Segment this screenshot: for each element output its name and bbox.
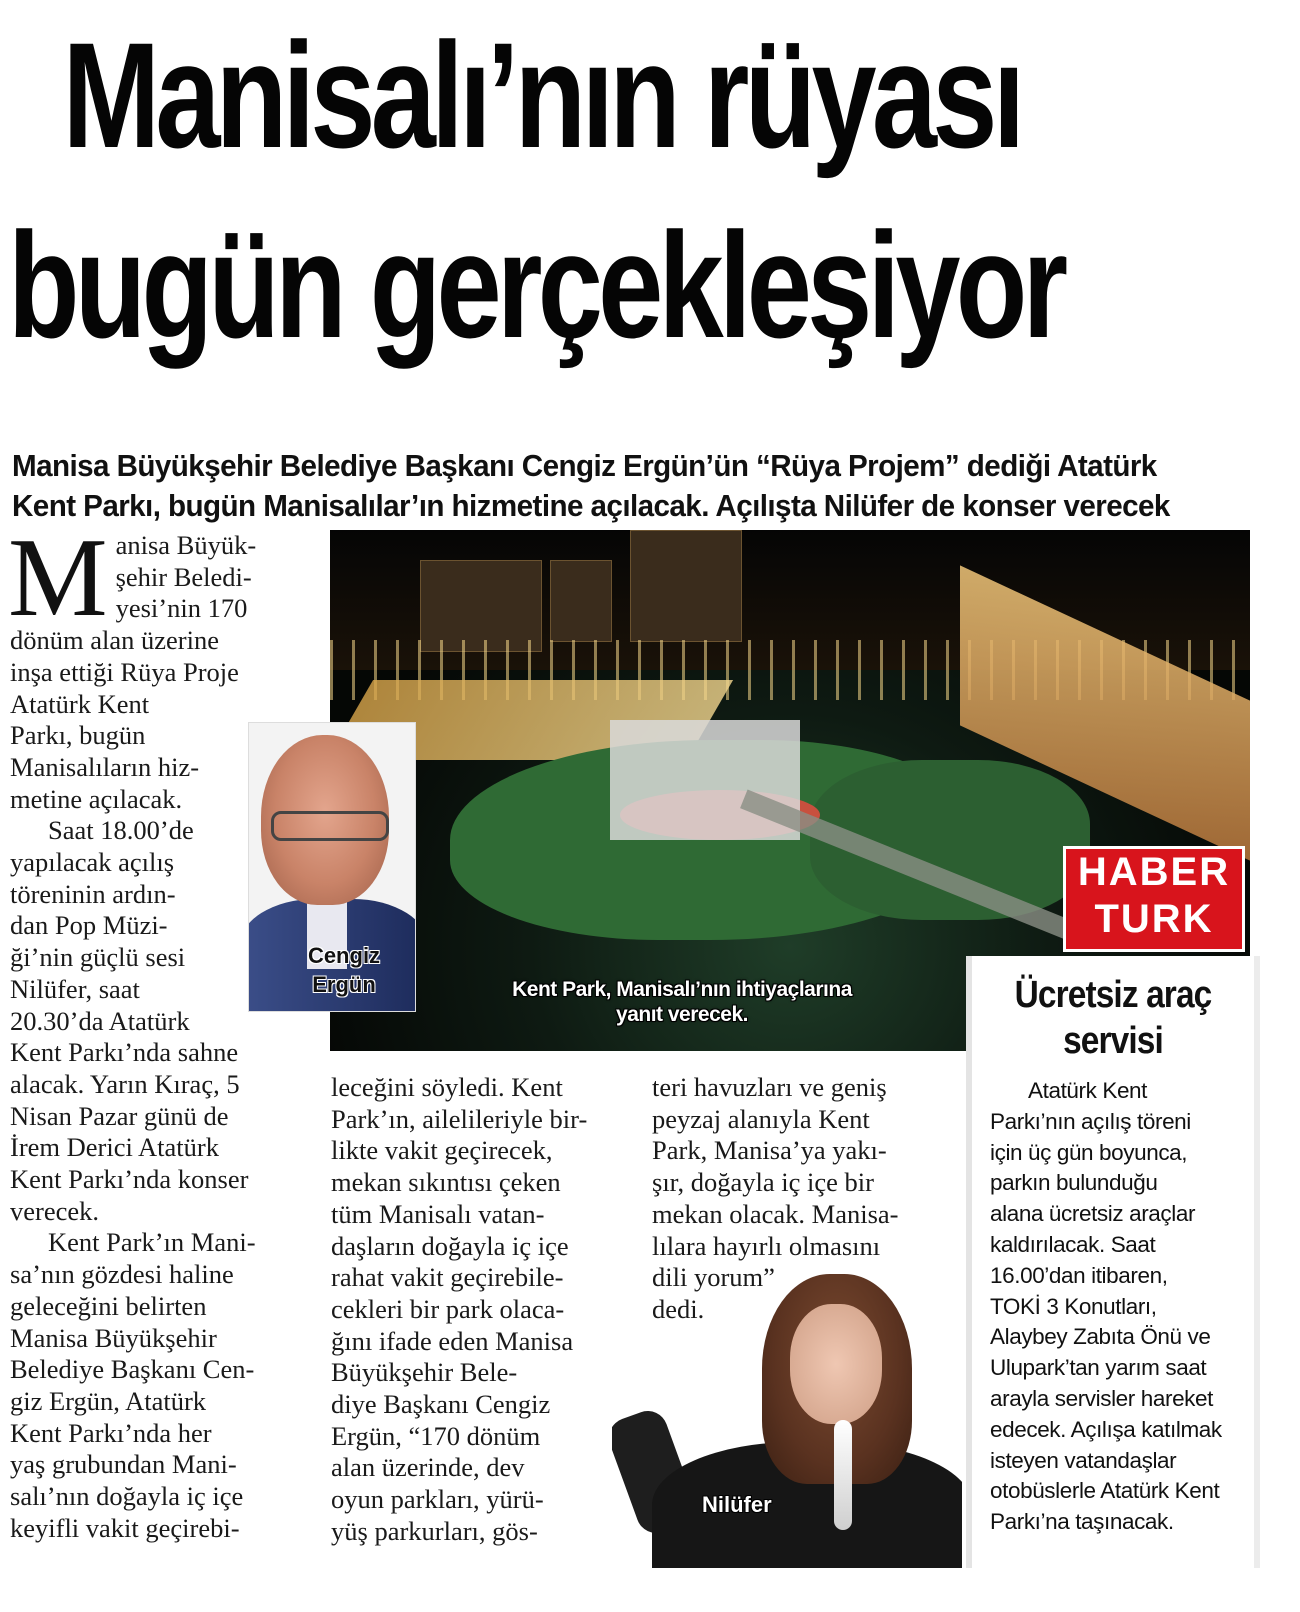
text-line: dili yorum” [652, 1262, 775, 1293]
text-line: parkın bulunduğu [990, 1170, 1158, 1196]
text-line: dedi. [652, 1293, 705, 1324]
text-line: dönüm alan üzerine [10, 625, 219, 656]
text-line: Ulupark’tan yarım saat [990, 1355, 1207, 1381]
text-line: lılara hayırlı olmasını [652, 1230, 881, 1261]
text-line: TOKİ 3 Konutları, [990, 1293, 1157, 1319]
text-line: otobüslerle Atatürk Kent [990, 1478, 1220, 1504]
text-line: Büyükşehir Bele- [331, 1357, 518, 1388]
sidebar-title-line-1: Ücretsiz araç [1014, 974, 1212, 1016]
text-line: Kent Park’ın Mani- [48, 1227, 256, 1258]
photo-building [420, 560, 542, 652]
deck-line-1: Manisa Büyükşehir Belediye Başkanı Cengiz Ergün’ün “Rüya Projem” dediği Atatürk [12, 448, 1157, 483]
logo-line-2: TURK [1094, 897, 1214, 941]
text-line: alan üzerinde, dev [331, 1452, 525, 1483]
text-line: metine açılacak. [10, 783, 183, 814]
photo-building [550, 560, 612, 642]
portrait-name-line-2: Ergün [312, 972, 376, 997]
text-line: salı’nın doğayla iç içe [10, 1481, 244, 1512]
microphone-icon [834, 1420, 852, 1530]
text-line: Parkı, bugün [10, 720, 146, 751]
text-line: Kent Parkı’nda sahne [10, 1037, 239, 1068]
text-line: mekan sıkıntısı çeken [331, 1167, 561, 1198]
text-line: Nisan Pazar günü de [10, 1100, 229, 1131]
portrait-name [285, 941, 403, 999]
text-line: alacak. Yarın Kıraç, 5 [10, 1068, 240, 1099]
text-line: Kent Parkı’nda her [10, 1417, 212, 1448]
text-line: için üç gün boyunca, [990, 1139, 1188, 1165]
text-line: Park’ın, ailelileriyle bir- [331, 1103, 588, 1134]
text-line: yaş grubundan Mani- [10, 1449, 237, 1480]
text-line: edecek. Açılışa katılmak [990, 1416, 1222, 1442]
text-line: geleceğini belirten [10, 1290, 207, 1321]
text-line: Atatürk Kent [1028, 1078, 1148, 1103]
photo-caption-line-1: Kent Park, Manisalı’nın ihtiyaçlarına [512, 978, 852, 1001]
deck-line-2: Kent Parkı, bugün Manisalılar’ın hizmetine açılacak. Açılışta Nilüfer de konser verecek [12, 488, 1170, 523]
text-line: Manisa Büyükşehir [10, 1322, 217, 1353]
text-line: Atatürk Kent [10, 688, 150, 719]
text-line: rahat vakit geçirebile- [331, 1262, 564, 1293]
text-line: dan Pop Müzi- [10, 910, 168, 941]
text-line: leceğini söyledi. Kent [331, 1072, 563, 1102]
text-line: isteyen vatandaşlar [990, 1447, 1177, 1473]
photo-caption [480, 977, 884, 1027]
nilufer-photo [612, 1272, 962, 1568]
sidebar-title-line-2: servisi [1063, 1020, 1163, 1062]
text-line: ğını ifade eden Manisa [331, 1325, 574, 1356]
text-line: Saat 18.00’de [48, 815, 194, 846]
text-line: kaldırılacak. Saat [990, 1231, 1156, 1257]
text-line: alana ücretsiz araçlar [990, 1201, 1196, 1227]
text-line: cekleri bir park olaca- [331, 1293, 565, 1324]
text-line: Parkı’nın açılış töreni [990, 1108, 1191, 1134]
text-line: Parkı’na taşınacak. [990, 1509, 1174, 1535]
photo-caption-line-2: yanıt verecek. [616, 1003, 748, 1026]
text-line: oyun parkları, yürü- [331, 1484, 544, 1515]
photo-playground-structure [610, 720, 800, 840]
headline [8, 0, 1064, 380]
text-line: töreninin ardın- [10, 878, 176, 909]
text-line: likte vakit geçirecek, [331, 1135, 553, 1166]
text-line: 20.30’da Atatürk [10, 1005, 190, 1036]
text-line: mekan olacak. Manisa- [652, 1198, 899, 1229]
text-line: ği’nin güçlü sesi [10, 942, 186, 973]
text-line: Belediye Başkanı Cen- [10, 1354, 255, 1385]
headline-line-2: bugün gerçekleşiyor [8, 201, 1064, 369]
text-line: sa’nın gözdesi haline [10, 1259, 234, 1290]
text-line: yüş parkurları, gös- [331, 1515, 538, 1546]
text-line: tüm Manisalı vatan- [331, 1198, 545, 1229]
photo-building [630, 530, 742, 642]
nilufer-face [790, 1304, 882, 1424]
text-line: Alaybey Zabıta Önü ve [990, 1324, 1211, 1350]
text-line: Ergün, “170 dönüm [331, 1420, 541, 1451]
nilufer-name: Nilüfer [702, 1492, 772, 1517]
text-line: inşa ettiği Rüya Proje [10, 656, 239, 687]
text-line: diye Başkanı Cengiz [331, 1389, 551, 1420]
text-line: yesi’nin 170 [115, 593, 248, 624]
text-line: Kent Parkı’nda konser [10, 1164, 249, 1195]
text-line: giz Ergün, Atatürk [10, 1385, 207, 1416]
text-line: şır, doğayla iç içe bir [652, 1167, 874, 1198]
deck [12, 446, 1254, 526]
headline-line-1: Manisalı’nın rüyası [62, 11, 1021, 179]
drop-cap: M [8, 516, 108, 640]
portrait-glasses [271, 811, 389, 841]
sidebar-body [990, 1076, 1252, 1538]
sidebar-box [966, 956, 1260, 1568]
text-line: yapılacak açılış [10, 847, 175, 878]
article-column-1 [8, 516, 278, 1545]
text-line: peyzaj alanıyla Kent [652, 1103, 870, 1134]
text-line: 16.00’dan itibaren, [990, 1262, 1168, 1288]
text-line: daşların doğayla iç içe [331, 1230, 569, 1261]
text-line: İrem Derici Atatürk [10, 1132, 219, 1163]
text-line: verecek. [10, 1195, 99, 1226]
text-line: teri havuzları ve geniş [652, 1072, 887, 1102]
article-column-2 [331, 1072, 601, 1548]
haberturk-logo [1063, 846, 1245, 952]
text-line: şehir Beledi- [115, 561, 252, 592]
logo-line-1: HABER [1077, 850, 1231, 894]
text-line: Nilüfer, saat [10, 973, 140, 1004]
text-line: keyifli vakit geçirebi- [10, 1512, 240, 1543]
text-line: Park, Manisa’ya yakı- [652, 1135, 887, 1166]
portrait-name-line-1: Cengiz [307, 943, 381, 968]
text-line: anisa Büyük- [115, 530, 257, 560]
sidebar-title [989, 972, 1237, 1064]
text-line: Manisalıların hiz- [10, 751, 200, 782]
text-line: arayla servisler hareket [990, 1385, 1213, 1411]
portrait-cengiz-ergun [248, 722, 416, 1012]
